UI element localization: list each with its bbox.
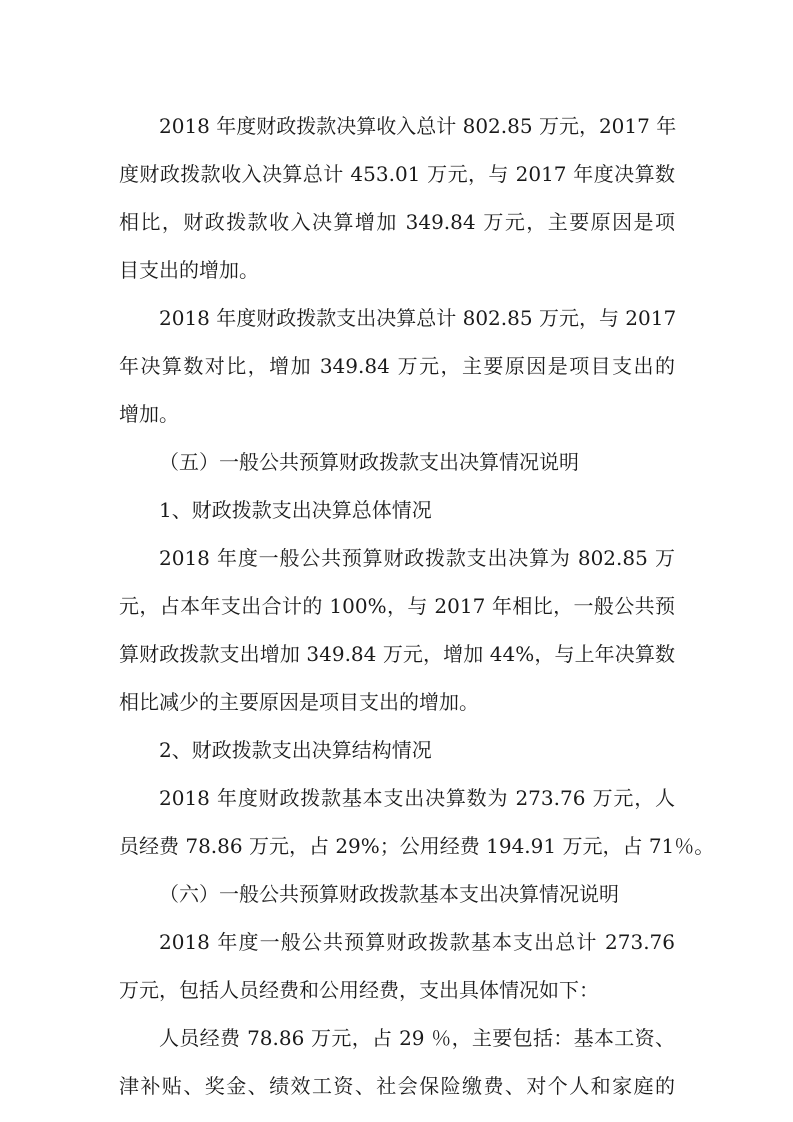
document-body [119,102,715,1110]
paragraph-line: 目支出的增加。 [119,258,259,282]
section-heading: （五）一般公共预算财政拨款支出决算情况说明 [159,450,579,474]
paragraph-line: 2018 年度一般公共预算财政拨款支出决算为 802.85 万 [159,546,675,570]
paragraph-line: 人员经费 78.86 万元，占 29 ％，主要包括：基本工资、 [159,1026,675,1050]
paragraph-line: 员经费 78.86 万元，占 29%；公用经费 194.91 万元，占 71％。 [119,834,715,858]
paragraph-line: 2018 年度财政拨款基本支出决算数为 273.76 万元，人 [159,786,675,810]
paragraph-line: 算财政拨款支出增加 349.84 万元，增加 44%，与上年决算数 [119,642,675,666]
paragraph-line: 度财政拨款收入决算总计 453.01 万元，与 2017 年度决算数 [119,162,675,186]
paragraph-line: 2018 年度财政拨款决算收入总计 802.85 万元，2017 年 [159,114,677,138]
paragraph-line: 津补贴、奖金、绩效工资、社会保险缴费、对个人和家庭的 [119,1074,675,1098]
paragraph-line: 万元，包括人员经费和公用经费，支出具体情况如下： [119,978,599,1002]
subsection-heading: 1、财政拨款支出决算总体情况 [159,498,432,522]
paragraph-line: 2018 年度一般公共预算财政拨款基本支出总计 273.76 [159,930,675,954]
paragraph-line: 年决算数对比，增加 349.84 万元，主要原因是项目支出的 [119,354,675,378]
paragraph-line: 元，占本年支出合计的 100%，与 2017 年相比，一般公共预 [119,594,675,618]
paragraph-line: 相比减少的主要原因是项目支出的增加。 [119,690,479,714]
paragraph-line: 相比，财政拨款收入决算增加 349.84 万元，主要原因是项 [119,210,675,234]
paragraph-line: 增加。 [119,402,179,426]
section-heading: （六）一般公共预算财政拨款基本支出决算情况说明 [159,882,619,906]
paragraph-line: 2018 年度财政拨款支出决算总计 802.85 万元，与 2017 [159,306,677,330]
subsection-heading: 2、财政拨款支出决算结构情况 [159,738,432,762]
